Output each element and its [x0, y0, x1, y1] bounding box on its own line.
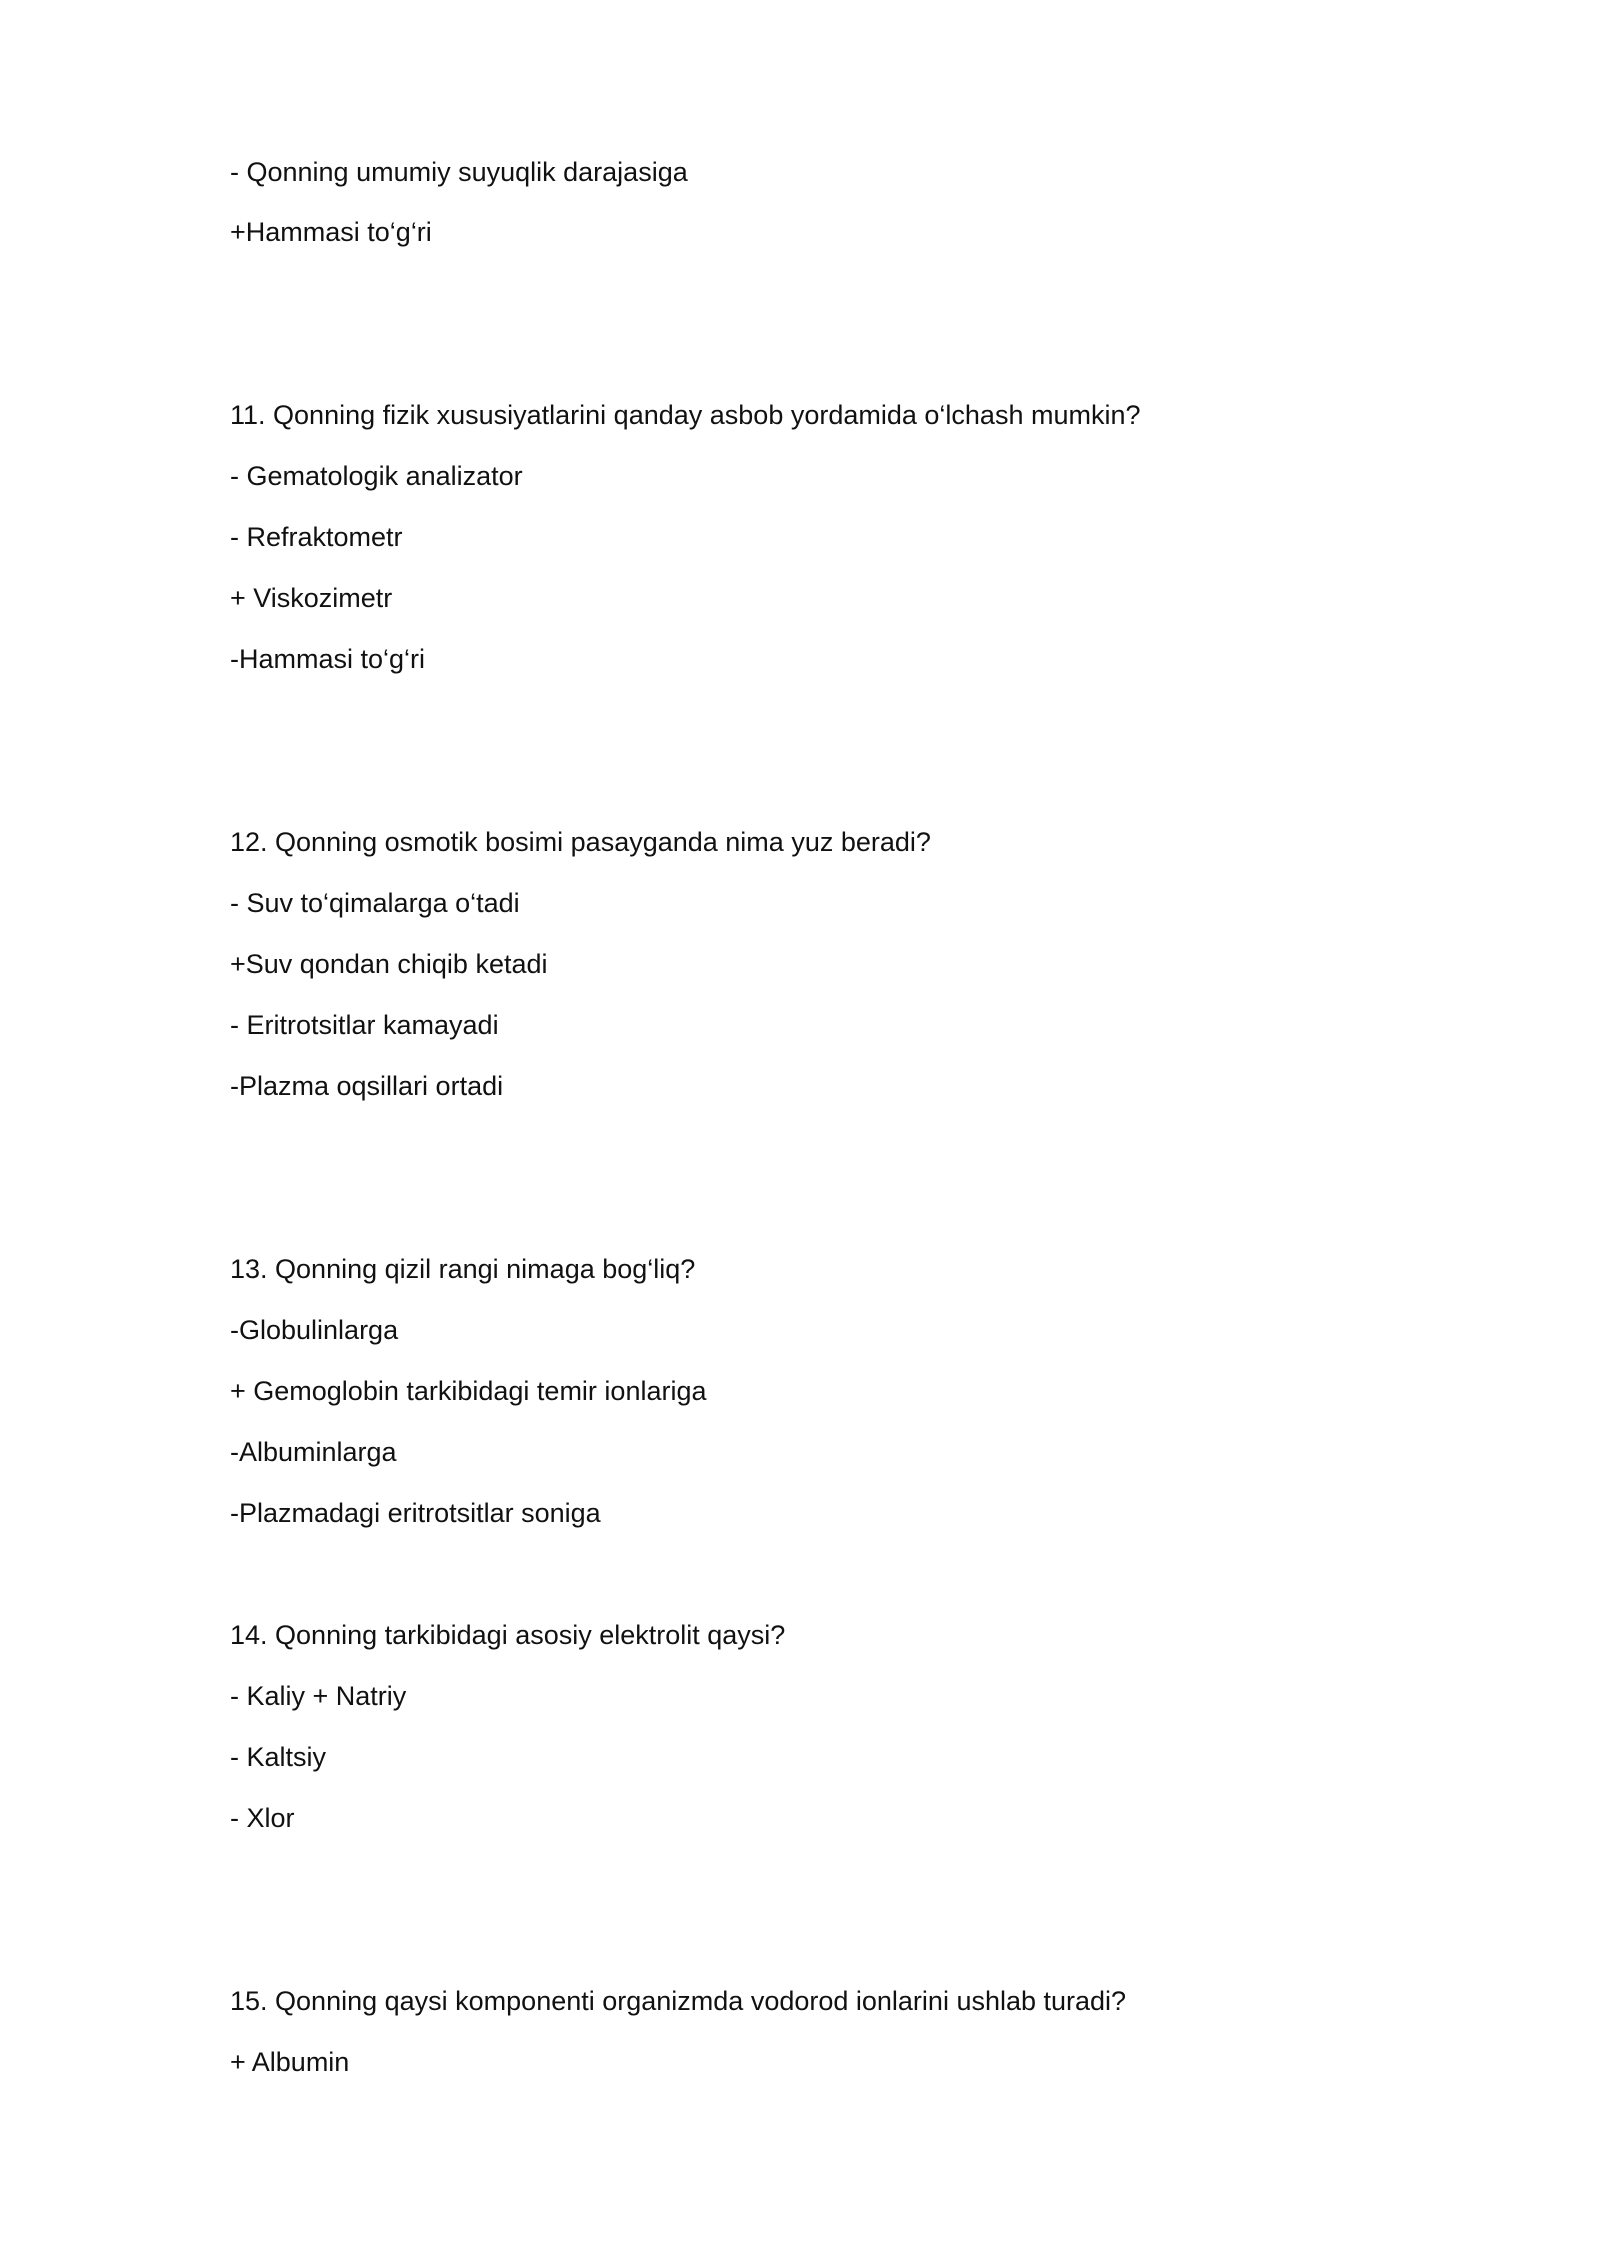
answer-option: - Xlor	[230, 1803, 295, 1833]
answer-option: - Qonning umumiy suyuqlik darajasiga	[230, 157, 688, 187]
answer-option: -Globulinlarga	[230, 1315, 399, 1345]
question-13: 13. Qonning qizil rangi nimaga bog‘liq?	[230, 1254, 696, 1284]
answer-option: - Eritrotsitlar kamayadi	[230, 1010, 499, 1040]
answer-option-correct: +Hammasi to‘g‘ri	[230, 217, 432, 247]
answer-option: - Kaltsiy	[230, 1742, 327, 1772]
answer-option: -Albuminlarga	[230, 1437, 397, 1467]
answer-option-correct: + Albumin	[230, 2047, 350, 2077]
question-15: 15. Qonning qaysi komponenti organizmda vodorod ionlarini ushlab turadi?	[230, 1986, 1127, 2016]
answer-option-correct: + Viskozimetr	[230, 583, 393, 613]
answer-option: - Gematologik analizator	[230, 461, 523, 491]
question-14: 14. Qonning tarkibidagi asosiy elektrolit qaysi?	[230, 1620, 786, 1650]
answer-option: -Plazma oqsillari ortadi	[230, 1071, 504, 1101]
answer-option: -Hammasi to‘g‘ri	[230, 644, 426, 674]
answer-option: - Suv to‘qimalarga o‘tadi	[230, 888, 520, 918]
question-12: 12. Qonning osmotik bosimi pasayganda nima yuz beradi?	[230, 827, 931, 857]
question-11: 11. Qonning fizik xususiyatlarini qanday asbob yordamida o‘lchash mumkin?	[230, 400, 1141, 430]
answer-option-correct: +Suv qondan chiqib ketadi	[230, 949, 548, 979]
answer-option: -Plazmadagi eritrotsitlar soniga	[230, 1498, 601, 1528]
answer-option: - Refraktometr	[230, 522, 403, 552]
answer-option: - Kaliy + Natriy	[230, 1681, 407, 1711]
answer-option-correct: + Gemoglobin tarkibidagi temir ionlariga	[230, 1376, 707, 1406]
